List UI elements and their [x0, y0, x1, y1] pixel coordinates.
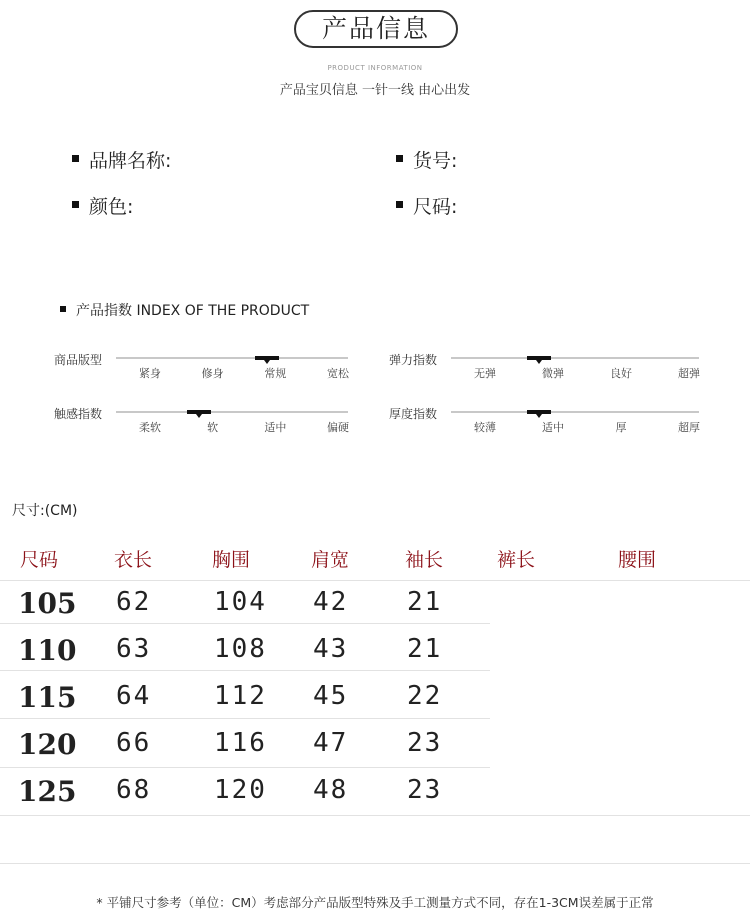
table-cell: 108 — [214, 634, 267, 664]
scale-track — [451, 357, 699, 359]
table-divider — [0, 767, 490, 768]
table-cell: 68 — [116, 775, 152, 805]
scale-option: 柔软 — [139, 421, 161, 434]
table-header-cell: 衣长 — [114, 549, 153, 571]
page-subtitle: PRODUCT INFORMATION — [327, 64, 423, 72]
size-unit-title: 尺寸:(CM) — [12, 503, 78, 519]
bullet-icon — [396, 155, 403, 162]
table-cell: 120 — [18, 728, 77, 761]
table-header-cell: 裤长 — [497, 549, 536, 571]
table-cell: 125 — [18, 775, 77, 808]
table-header-cell: 肩宽 — [311, 549, 350, 571]
table-divider — [0, 623, 490, 624]
scale-option: 微弹 — [542, 367, 564, 380]
table-header-cell: 尺码 — [20, 549, 59, 571]
table-cell: 21 — [407, 634, 443, 664]
table-cell: 105 — [18, 587, 77, 620]
scale-track — [451, 411, 699, 413]
size-label: 尺码: — [413, 196, 458, 218]
scale-option: 紧身 — [139, 367, 161, 380]
color-label: 颜色: — [89, 196, 134, 218]
table-cell: 116 — [214, 728, 267, 758]
table-divider — [0, 718, 490, 719]
scale-option: 宽松 — [327, 367, 349, 380]
table-cell: 64 — [116, 681, 152, 711]
table-divider — [0, 580, 750, 581]
table-header-cell: 袖长 — [405, 549, 444, 571]
item-no-field — [396, 146, 457, 173]
scale-option: 良好 — [610, 367, 632, 380]
brand-field — [72, 146, 171, 173]
table-cell: 22 — [407, 681, 443, 711]
scale-marker — [527, 356, 551, 360]
scale-label: 弹力指数 — [389, 353, 438, 367]
scale-label: 厚度指数 — [389, 407, 438, 421]
scale-option: 常规 — [264, 367, 287, 380]
index-heading-text: 产品指数 INDEX OF THE PRODUCT — [76, 303, 310, 319]
table-divider — [0, 863, 750, 864]
table-cell: 110 — [18, 634, 77, 667]
scale-marker — [187, 410, 211, 414]
scale-option: 修身 — [201, 367, 224, 380]
scale-option: 软 — [207, 421, 219, 434]
table-cell: 42 — [313, 587, 349, 617]
table-divider — [0, 815, 750, 816]
scale-marker — [527, 410, 551, 414]
bullet-icon — [72, 155, 79, 162]
scale-track — [116, 411, 348, 413]
table-cell: 104 — [214, 587, 267, 617]
brand-label: 品牌名称: — [89, 150, 172, 172]
table-cell: 115 — [18, 681, 77, 714]
scale-option: 无弹 — [474, 367, 496, 380]
table-cell: 43 — [313, 634, 349, 664]
table-cell: 62 — [116, 587, 152, 617]
table-cell: 23 — [407, 775, 443, 805]
scale-option: 适中 — [264, 421, 287, 434]
scale-option: 较薄 — [474, 421, 496, 434]
page-title: 产品信息 — [294, 10, 458, 48]
table-cell: 48 — [313, 775, 349, 805]
page-tagline: 产品宝贝信息 一针一线 由心出发 — [279, 83, 471, 98]
table-cell: 63 — [116, 634, 152, 664]
color-field — [72, 192, 133, 219]
scale-option: 超弹 — [678, 367, 700, 380]
table-cell: 45 — [313, 681, 349, 711]
scale-option: 适中 — [542, 421, 564, 434]
table-cell: 21 — [407, 587, 443, 617]
scale-track — [116, 357, 348, 359]
scale-option: 超厚 — [678, 421, 700, 434]
table-header-cell: 胸围 — [212, 549, 251, 571]
bullet-icon — [72, 201, 79, 208]
footnote: * 平铺尺寸参考（单位：CM）考虑部分产品版型特殊及手工测量方式不同，存在1-3CM误差属于正常 — [96, 895, 654, 910]
index-heading — [60, 300, 309, 320]
bullet-icon — [60, 306, 66, 312]
bullet-icon — [396, 201, 403, 208]
scale-label: 商品版型 — [54, 353, 103, 367]
size-field — [396, 192, 457, 219]
table-cell: 120 — [214, 775, 267, 805]
table-cell: 112 — [214, 681, 267, 711]
scale-option: 偏硬 — [327, 421, 349, 434]
item-no-label: 货号: — [413, 150, 458, 172]
table-cell: 66 — [116, 728, 152, 758]
table-cell: 23 — [407, 728, 443, 758]
table-divider — [0, 670, 490, 671]
scale-option: 厚 — [615, 421, 627, 434]
table-cell: 47 — [313, 728, 349, 758]
scale-marker — [255, 356, 279, 360]
scale-label: 触感指数 — [54, 407, 103, 421]
table-header-cell: 腰围 — [618, 549, 657, 571]
